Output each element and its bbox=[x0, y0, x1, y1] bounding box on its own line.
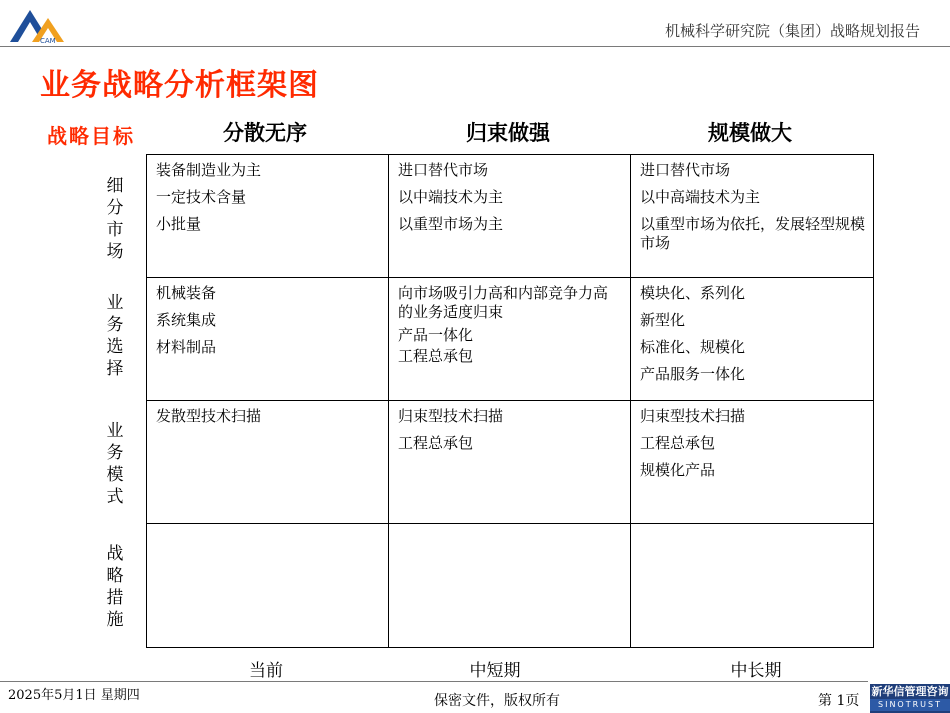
confidential-notice: 保密文件，版权所有 bbox=[434, 693, 560, 709]
cell-item: 以重型市场为依托，发展轻型规模市场 bbox=[640, 215, 866, 252]
cell-item: 模块化、系列化 bbox=[640, 284, 746, 302]
table-cell bbox=[147, 278, 389, 401]
table-row bbox=[147, 524, 874, 648]
cell-item: 装备制造业为主 bbox=[156, 161, 262, 179]
header-divider bbox=[0, 46, 950, 47]
row-label-market-segment: 细分市场 bbox=[106, 176, 124, 262]
table-row bbox=[147, 155, 874, 278]
page-number: 第 1页 bbox=[818, 693, 860, 709]
cell-item: 归束型技术扫描 bbox=[398, 407, 504, 425]
logo-text: CAM bbox=[40, 37, 56, 45]
table-cell bbox=[389, 524, 631, 648]
table-cell bbox=[631, 155, 874, 278]
period-short-mid-term: 中短期 bbox=[469, 661, 521, 681]
cell-item: 材料制品 bbox=[156, 338, 217, 356]
cell-item: 归束型技术扫描 bbox=[640, 407, 746, 425]
strategic-goal-label: 战略目标 bbox=[47, 124, 135, 148]
column-header-focus: 归束做强 bbox=[466, 121, 550, 145]
table-cell bbox=[631, 278, 874, 401]
cell-item: 进口替代市场 bbox=[398, 161, 489, 179]
cell-item: 以中端技术为主 bbox=[398, 188, 504, 206]
company-logo bbox=[8, 6, 72, 46]
cell-item: 小批量 bbox=[156, 215, 202, 233]
sinotrust-logo bbox=[870, 684, 950, 713]
table-cell bbox=[631, 401, 874, 524]
row-label-business-selection: 业务选择 bbox=[106, 293, 124, 379]
cell-item: 产品一体化 bbox=[398, 326, 474, 344]
table-cell bbox=[389, 401, 631, 524]
table-row bbox=[147, 401, 874, 524]
cell-item: 产品服务一体化 bbox=[640, 365, 746, 383]
cell-item: 规模化产品 bbox=[640, 461, 716, 479]
brand-name-cn: 新华信管理咨询 bbox=[871, 685, 949, 698]
period-mid-long-term: 中长期 bbox=[730, 661, 782, 681]
table-cell bbox=[631, 524, 874, 648]
footer-divider bbox=[0, 681, 868, 682]
cell-item: 标准化、规模化 bbox=[640, 338, 746, 356]
column-header-scale: 规模做大 bbox=[708, 121, 792, 145]
cell-item: 发散型技术扫描 bbox=[156, 407, 262, 425]
cell-item: 以重型市场为主 bbox=[398, 215, 504, 233]
report-title: 机械科学研究院（集团）战略规划报告 bbox=[664, 22, 920, 40]
page-title: 业务战略分析框架图 bbox=[40, 68, 319, 103]
cell-item: 新型化 bbox=[640, 311, 686, 329]
row-label-business-model: 业务模式 bbox=[106, 421, 124, 507]
table-cell bbox=[389, 155, 631, 278]
table-row bbox=[147, 278, 874, 401]
strategy-framework-table bbox=[146, 154, 874, 648]
footer-date: 2025年5月1日 星期四 bbox=[8, 688, 140, 703]
cell-item: 工程总承包 bbox=[398, 434, 474, 452]
cell-item: 进口替代市场 bbox=[640, 161, 731, 179]
period-current: 当前 bbox=[249, 661, 283, 681]
cell-item: 系统集成 bbox=[156, 311, 217, 329]
cell-item: 一定技术含量 bbox=[156, 188, 247, 206]
table-cell bbox=[147, 401, 389, 524]
cell-item: 以中高端技术为主 bbox=[640, 188, 761, 206]
table-cell bbox=[147, 524, 389, 648]
cell-item: 工程总承包 bbox=[640, 434, 716, 452]
column-header-scattered: 分散无序 bbox=[223, 121, 307, 145]
row-label-strategic-measures: 战略措施 bbox=[106, 544, 124, 630]
cell-item: 向市场吸引力高和内部竞争力高的业务适度归束 bbox=[398, 284, 609, 321]
brand-name-en: SINOTRUST bbox=[870, 699, 950, 711]
table-cell bbox=[147, 155, 389, 278]
table-cell bbox=[389, 278, 631, 401]
cell-item: 工程总承包 bbox=[398, 347, 474, 365]
cell-item: 机械装备 bbox=[156, 284, 217, 302]
